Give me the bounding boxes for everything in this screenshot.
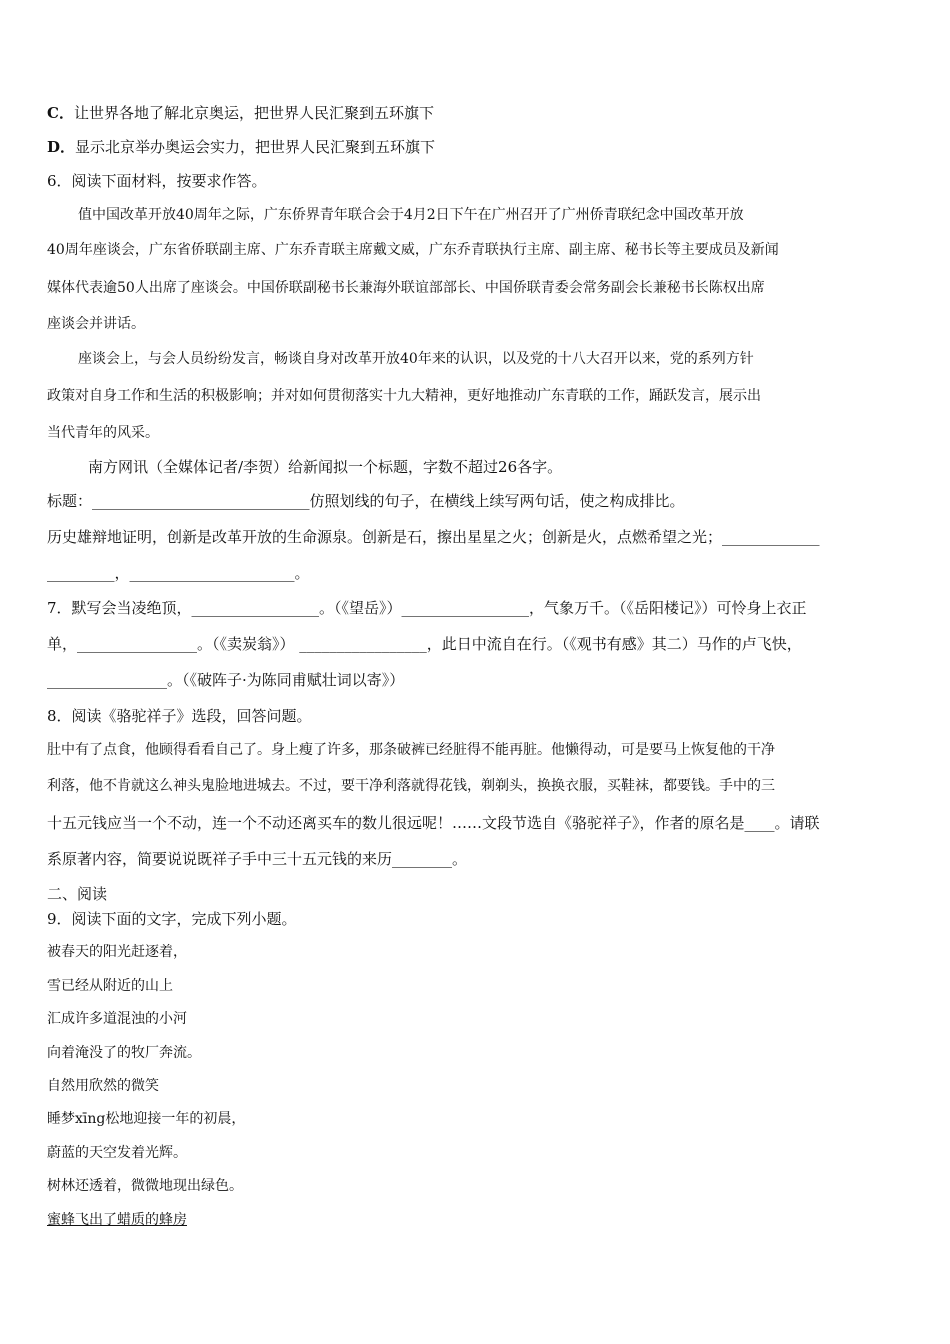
q6-p1-line: 座谈会并讲话。 <box>47 316 145 332</box>
option-d-text: 显示北京举办奥运会实力，把世界人民汇聚到五环旗下 <box>75 138 436 156</box>
section-heading: 二、阅读 <box>47 885 108 903</box>
q6-p2-line: 座谈会上，与会人员纷纷发言，畅谈自身对改革开放40年来的认识，以及党的十八大召开以来，党的系列方针 <box>78 351 754 367</box>
poem-line: 汇成许多道混浊的小河 <box>47 1011 187 1027</box>
q6-history-line: 历史雄辩地证明，创新是改革开放的生命源泉。创新是石，擦出星星之火；创新是火，点燃希望之光；_____________ <box>47 528 820 546</box>
q6-p2-line: 当代青年的风采。 <box>47 425 159 441</box>
poem-line: 被春天的阳光赶逐着， <box>47 944 187 960</box>
q9-heading: 9．阅读下面的文字，完成下列小题。 <box>47 910 297 928</box>
q7-line: 单，________________。（《卖炭翁》） _________________，此日中流自在行。（《观书有感》其二）马作的卢飞快， <box>47 635 802 653</box>
poem-line: 睡梦xīng松地迎接一年的初晨， <box>47 1111 246 1127</box>
q8-passage-line: 系原著内容，简要说说既祥子手中三十五元钱的来历________。 <box>47 850 468 868</box>
q6-p1-line: 值中国改革开放40周年之际，广东侨界青年联合会于4月2日下午在广州召开了广州侨青联纪念中国改革开放 <box>78 207 744 223</box>
q6-p1-line: 40周年座谈会，广东省侨联副主席、广东乔青联主席戴文威，广东乔青联执行主席、副主席、秘书长等主要成员及新闻 <box>47 242 779 258</box>
option-d <box>47 137 435 157</box>
poem-line: 树林还透着，微微地现出绿色。 <box>47 1178 243 1194</box>
poem-line: 自然用欣然的微笑 <box>47 1078 159 1094</box>
option-c-text: 让世界各地了解北京奥运，把世界人民汇聚到五环旗下 <box>73 104 434 122</box>
option-c-letter: C． <box>47 104 74 122</box>
q6-p2-line: 政策对自身工作和生活的积极影响；并对如何贯彻落实十九大精神，更好地推动广东青联的工作，踊跃发言，展示出 <box>47 388 761 404</box>
q6-heading: 6．阅读下面材料，按要求作答。 <box>47 172 267 190</box>
q8-passage-line: 十五元钱应当一个不动，连一个不动还离买车的数儿很远呢！……文段节选自《骆驼祥子》，作者的原名是____。请联 <box>47 814 820 832</box>
q7-line: 7．默写会当凌绝顶，_________________。（《望岳》）_________________，气象万千。（《岳阳楼记》）可怜身上衣正 <box>47 599 807 617</box>
q6-p1-line: 媒体代表逾50人出席了座谈会。中国侨联副秘书长兼海外联谊部部长、中国侨联青委会常务副会长兼秘书长陈权出席 <box>47 280 765 296</box>
poem-line: 向着淹没了的牧厂奔流。 <box>47 1045 201 1061</box>
poem-line-underlined: 蜜蜂飞出了蜡质的蜂房 <box>47 1212 187 1228</box>
q6-history-line: _________，______________________。 <box>47 564 310 582</box>
q8-passage-line: 利落，他不肯就这么神头鬼脸地进城去。不过，要干净利落就得花钱，剃剃头，换换衣服，买鞋袜，都要钱。手中的三 <box>47 778 775 794</box>
option-c <box>47 103 434 123</box>
q8-passage-line: 肚中有了点食，他顾得看看自己了。身上瘦了许多，那条破裤已经脏得不能再脏。他懒得动，可是要马上恢复他的干净 <box>47 742 775 758</box>
q7-line: ________________。（《破阵子·为陈同甫赋壮词以寄》） <box>47 671 405 689</box>
q8-heading: 8．阅读《骆驼祥子》选段，回答问题。 <box>47 707 312 725</box>
q6-source: 南方网讯（全媒体记者/李贺）给新闻拟一个标题，字数不超过26各字。 <box>88 458 563 476</box>
q6-title-line: 标题：_____________________________仿照划线的句子，在横线上续写两句话，使之构成排比。 <box>47 492 685 510</box>
option-d-letter: D． <box>47 138 76 156</box>
poem-line: 雪已经从附近的山上 <box>47 978 173 994</box>
poem-line: 蔚蓝的天空发着光辉。 <box>47 1145 187 1161</box>
